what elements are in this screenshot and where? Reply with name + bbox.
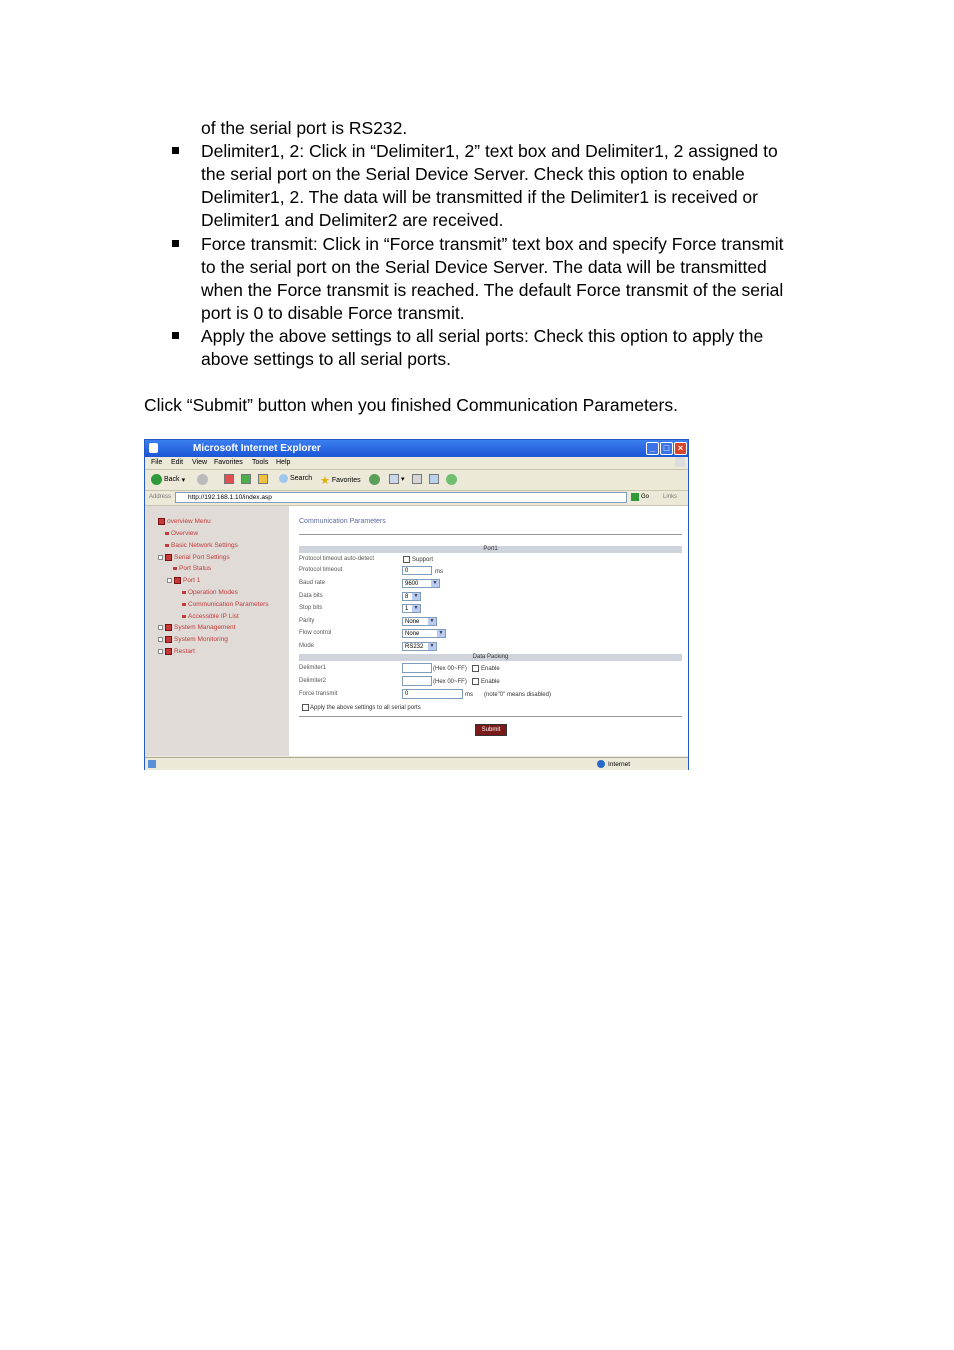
back-button[interactable]: Back ▾ xyxy=(151,474,185,485)
bullet-marker xyxy=(172,147,179,154)
submit-button[interactable]: Submit xyxy=(475,724,507,736)
home-button[interactable] xyxy=(258,474,268,484)
row-label: Parity xyxy=(299,618,315,624)
home-icon xyxy=(258,474,268,484)
delimiter2-input[interactable] xyxy=(402,676,432,686)
expand-icon xyxy=(158,625,163,630)
page-icon xyxy=(182,615,186,618)
menu-file[interactable]: File xyxy=(151,459,163,466)
folder-icon xyxy=(158,518,165,525)
expand-icon xyxy=(158,637,163,642)
page-icon xyxy=(173,567,177,570)
force-transmit-note: (note"0" means disabled) xyxy=(484,692,551,698)
sidebar-item-accessible-ip[interactable]: Accessible IP List xyxy=(182,613,239,620)
search-icon xyxy=(279,474,288,483)
text-line: Delimiter1 and Delimiter2 are received. xyxy=(201,210,504,230)
row-label: Data bits xyxy=(299,593,323,599)
window-title: Microsoft Internet Explorer xyxy=(193,443,321,454)
enable-label: Enable xyxy=(481,666,500,672)
edit-icon xyxy=(429,474,439,484)
favorites-button[interactable]: ★ Favorites xyxy=(320,475,361,487)
force-transmit-input[interactable]: 0 xyxy=(402,689,463,699)
folder-icon xyxy=(165,648,172,655)
row-label: Delimiter2 xyxy=(299,678,327,684)
hex-hint: (Hex 00~FF) xyxy=(433,679,467,685)
row-label: Stop bits xyxy=(299,605,323,611)
folder-icon xyxy=(165,554,172,561)
close-button[interactable]: × xyxy=(674,442,687,455)
bullet-marker xyxy=(172,332,179,339)
text-line: Force transmit: Click in “Force transmit” text box and specify Force transmit xyxy=(201,234,784,254)
edit-button[interactable] xyxy=(429,474,439,484)
history-button[interactable] xyxy=(369,474,380,485)
maximize-button[interactable]: □ xyxy=(660,442,673,455)
apply-all-label: Apply the above settings to all serial ports xyxy=(310,705,421,711)
windows-logo-icon xyxy=(675,457,685,467)
back-arrow-icon xyxy=(151,474,162,485)
browser-window xyxy=(144,439,689,770)
text-line: port is 0 to disable Force transmit. xyxy=(201,303,465,323)
chevron-down-icon: ▼ xyxy=(429,643,435,649)
sidebar-item-port1[interactable]: Port 1 xyxy=(167,577,200,584)
parity-select[interactable]: None ▼ xyxy=(402,617,437,626)
chevron-down-icon: ▼ xyxy=(413,593,419,599)
menu-bar xyxy=(145,457,688,470)
sidebar-item-system-monitoring[interactable]: System Monitoring xyxy=(158,636,228,643)
expand-icon xyxy=(158,649,163,654)
menu-edit[interactable]: Edit xyxy=(171,459,184,466)
text-line: to the serial port on the Serial Device Server. The data will be transmitted xyxy=(201,257,767,277)
text-line: when the Force transmit is reached. The default Force transmit of the serial xyxy=(201,280,784,300)
sidebar-item-overview-menu[interactable]: overview Menu xyxy=(158,518,211,525)
flow-control-select[interactable]: None ▼ xyxy=(402,629,446,638)
closing-text: Click “Submit” button when you finished Communication Parameters. xyxy=(144,395,678,415)
delimiter1-input[interactable] xyxy=(402,663,432,673)
delimiter1-enable-checkbox[interactable] xyxy=(472,665,479,672)
text-line: the serial port on the Serial Device Server. Check this option to enable xyxy=(201,164,745,184)
row-label: Delimiter1 xyxy=(299,665,327,671)
mail-icon xyxy=(389,474,399,484)
page-icon xyxy=(182,591,186,594)
unit-label: ms xyxy=(465,692,473,698)
minimize-button[interactable]: _ xyxy=(646,442,659,455)
row-label: Flow control xyxy=(299,630,332,636)
text-line: of the serial port is RS232. xyxy=(201,118,408,138)
refresh-icon xyxy=(241,474,251,484)
security-zone: Internet xyxy=(597,760,630,768)
sidebar-item-basic-network[interactable]: Basic Network Settings xyxy=(165,542,238,549)
enable-label: Enable xyxy=(481,679,500,685)
status-bar xyxy=(145,757,688,770)
search-button[interactable]: Search xyxy=(279,474,312,483)
go-arrow-icon xyxy=(631,493,639,501)
hex-hint: (Hex 00~FF) xyxy=(433,666,467,672)
page-title: Communication Parameters xyxy=(299,518,386,525)
sidebar-item-operation-modes[interactable]: Operation Modes xyxy=(182,589,238,596)
sidebar-item-overview[interactable]: Overview xyxy=(165,530,198,537)
mode-select[interactable]: RS232 ▼ xyxy=(402,642,437,651)
toolbar xyxy=(145,470,688,491)
collapse-icon xyxy=(158,555,163,560)
page-icon xyxy=(182,603,186,606)
chevron-down-icon: ▼ xyxy=(429,618,435,624)
print-icon xyxy=(412,474,422,484)
globe-icon xyxy=(597,760,605,768)
data-bits-select[interactable]: 8 ▼ xyxy=(402,592,421,601)
protocol-timeout-input[interactable]: 0 xyxy=(402,566,432,575)
links-label[interactable]: Links xyxy=(663,494,678,500)
page-status-icon xyxy=(148,760,156,768)
section-header-data-packing: Data Packing xyxy=(299,654,682,661)
page-icon xyxy=(165,532,169,535)
content-pane xyxy=(289,506,688,756)
folder-icon xyxy=(165,624,172,631)
apply-all-checkbox[interactable] xyxy=(302,704,309,711)
row-label: Protocol timeout xyxy=(299,567,343,573)
baud-rate-select[interactable]: 9600 ▼ xyxy=(402,579,440,588)
stop-bits-select[interactable]: 1 ▼ xyxy=(402,604,421,613)
menu-help[interactable]: Help xyxy=(276,459,291,466)
row-label: Force transmit xyxy=(299,691,338,697)
text-line: above settings to all serial ports. xyxy=(201,349,451,369)
menu-favorites[interactable]: Favorites xyxy=(214,459,243,466)
delimiter2-enable-checkbox[interactable] xyxy=(472,678,479,685)
divider xyxy=(299,534,682,535)
bullet-marker xyxy=(172,240,179,247)
messenger-icon xyxy=(446,474,457,485)
forward-button[interactable] xyxy=(197,474,208,485)
messenger-button[interactable] xyxy=(446,474,457,485)
support-label: Support xyxy=(412,557,434,563)
menu-view[interactable]: View xyxy=(192,459,208,466)
address-label: Address xyxy=(149,494,172,500)
chevron-down-icon: ▼ xyxy=(413,605,419,611)
stop-icon xyxy=(224,474,234,484)
sidebar-item-serial-port-settings[interactable]: Serial Port Settings xyxy=(158,554,230,561)
print-button[interactable] xyxy=(412,474,422,484)
sidebar-item-system-management[interactable]: System Management xyxy=(158,624,235,631)
address-input[interactable]: http://192.168.1.10/index.asp xyxy=(175,492,627,503)
refresh-button[interactable] xyxy=(241,474,251,484)
title-bar xyxy=(145,440,688,457)
collapse-icon xyxy=(167,578,172,583)
folder-icon xyxy=(174,577,181,584)
go-button[interactable]: Go xyxy=(631,493,649,501)
text-line: Delimiter1, 2. The data will be transmitted if the Delimiter1 is received or xyxy=(201,187,758,207)
row-label: Mode xyxy=(299,643,315,649)
row-label: Baud rate xyxy=(299,580,326,586)
chevron-down-icon: ▼ xyxy=(438,630,444,636)
stop-button[interactable] xyxy=(224,474,234,484)
history-icon xyxy=(369,474,380,485)
chevron-down-icon: ▼ xyxy=(432,580,438,586)
sidebar-item-communication-parameters[interactable]: Communication Parameters xyxy=(182,601,269,608)
menu-tools[interactable]: Tools xyxy=(252,459,269,466)
folder-icon xyxy=(165,636,172,643)
sidebar-item-port-status[interactable]: Port Status xyxy=(173,565,211,572)
section-header-port: Port1 xyxy=(299,546,682,553)
text-line: Delimiter1, 2: Click in “Delimiter1, 2” text box and Delimiter1, 2 assigned to xyxy=(201,141,778,161)
support-checkbox[interactable] xyxy=(403,556,410,563)
forward-arrow-icon xyxy=(197,474,208,485)
sidebar-item-restart[interactable]: Restart xyxy=(158,648,195,655)
mail-button[interactable]: ▾ xyxy=(389,474,405,484)
row-label: Protocol timeout auto-detect xyxy=(299,556,375,562)
page-icon xyxy=(165,544,169,547)
text-line: Apply the above settings to all serial ports: Check this option to apply the xyxy=(201,326,764,346)
divider xyxy=(299,716,682,717)
ie-icon xyxy=(149,443,158,453)
address-bar xyxy=(145,491,688,506)
nav-sidebar xyxy=(146,506,289,756)
star-icon: ★ xyxy=(320,475,330,487)
unit-label: ms xyxy=(435,569,443,575)
